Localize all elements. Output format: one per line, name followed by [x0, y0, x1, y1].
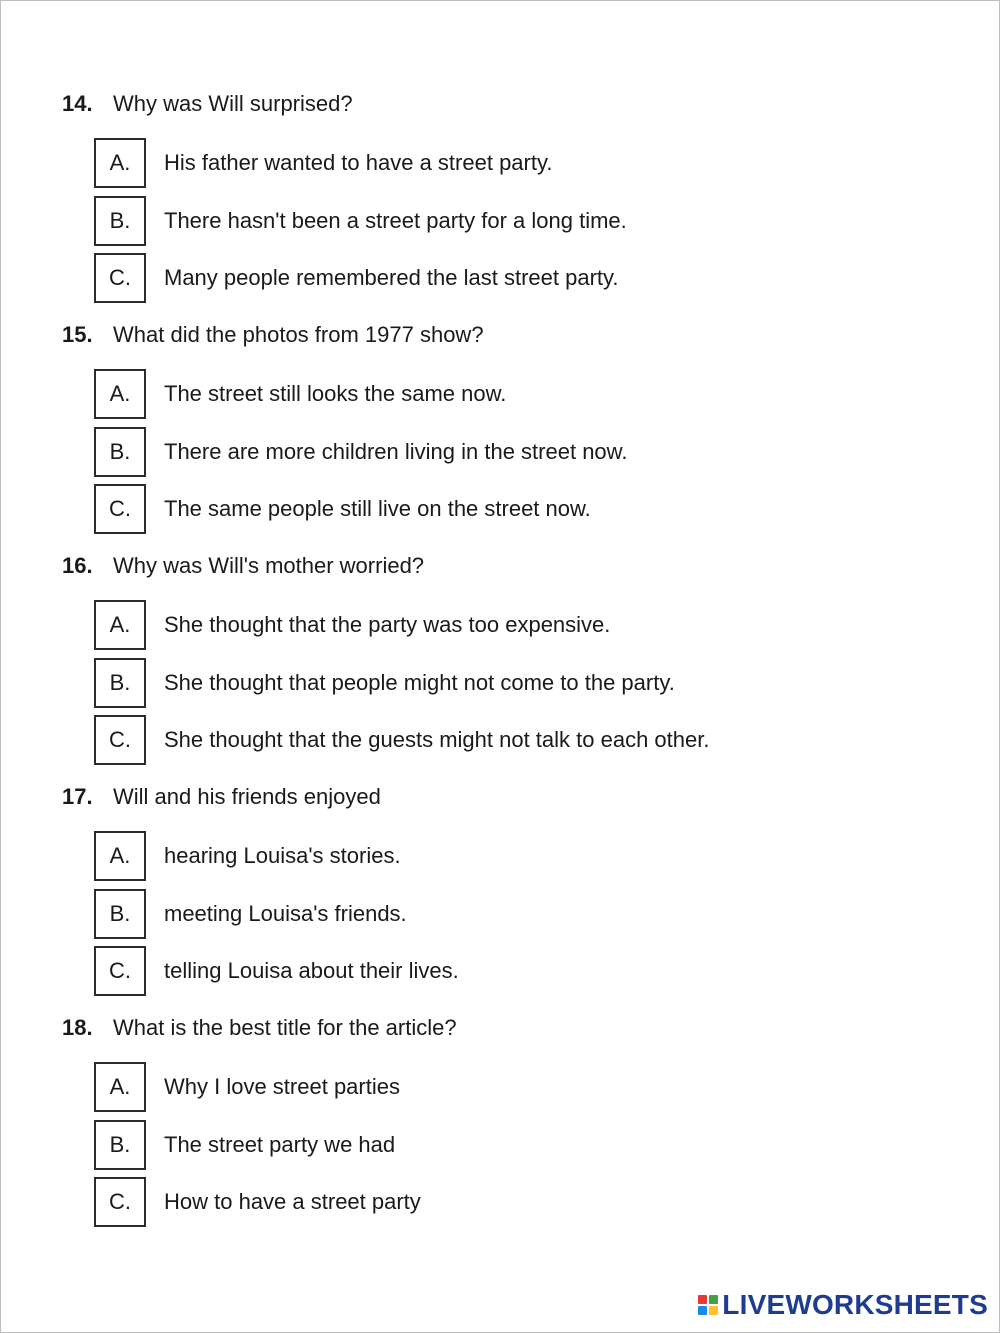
- answer-box[interactable]: [94, 138, 146, 188]
- option-text: Why I love street parties: [164, 1074, 400, 1099]
- answer-box[interactable]: [94, 253, 146, 303]
- option-text: telling Louisa about their lives.: [164, 958, 459, 983]
- question-number: 17.: [62, 784, 93, 809]
- option-letter: C.: [109, 265, 131, 290]
- question-18: [62, 1013, 457, 1043]
- option-text: How to have a street party: [164, 1189, 421, 1214]
- question-14-option-b[interactable]: [94, 196, 954, 245]
- liveworksheets-logo[interactable]: [698, 1287, 988, 1323]
- option-letter: B.: [109, 439, 131, 464]
- question-number: 14.: [62, 91, 93, 116]
- option-letter: A.: [109, 150, 131, 175]
- answer-box[interactable]: [94, 427, 146, 477]
- answer-box[interactable]: [94, 889, 146, 939]
- question-16-option-c[interactable]: [94, 715, 954, 764]
- option-text: Many people remembered the last street party.: [164, 265, 619, 290]
- question-text: Will and his friends enjoyed: [113, 784, 381, 809]
- question-number: 18.: [62, 1015, 93, 1040]
- logo-square-yellow: [709, 1306, 718, 1315]
- option-letter: C.: [109, 1189, 131, 1214]
- question-18-option-b[interactable]: [94, 1120, 954, 1169]
- question-number: 16.: [62, 553, 93, 578]
- question-text: Why was Will surprised?: [113, 91, 353, 116]
- option-text: The street party we had: [164, 1132, 396, 1157]
- option-letter: C.: [109, 958, 131, 983]
- answer-box[interactable]: [94, 369, 146, 419]
- option-letter: B.: [109, 670, 131, 695]
- logo-square-green: [709, 1295, 718, 1304]
- answer-box[interactable]: [94, 196, 146, 246]
- question-17-option-a[interactable]: [94, 831, 954, 880]
- question-15-option-a[interactable]: [94, 369, 954, 418]
- answer-box[interactable]: [94, 946, 146, 996]
- liveworksheets-logo-icon: [698, 1295, 718, 1315]
- answer-box[interactable]: [94, 1120, 146, 1170]
- option-text: The same people still live on the street now.: [164, 496, 591, 521]
- question-16: [62, 551, 424, 581]
- answer-box[interactable]: [94, 1177, 146, 1227]
- option-text: She thought that people might not come to the party.: [164, 670, 675, 695]
- question-15: [62, 320, 484, 350]
- answer-box[interactable]: [94, 484, 146, 534]
- logo-square-red: [698, 1295, 707, 1304]
- question-18-option-a[interactable]: [94, 1062, 954, 1111]
- option-text: There hasn't been a street party for a long time.: [164, 208, 627, 233]
- question-number: 15.: [62, 322, 93, 347]
- option-letter: B.: [109, 901, 131, 926]
- option-text: His father wanted to have a street party.: [164, 150, 553, 175]
- option-text: meeting Louisa's friends.: [164, 901, 407, 926]
- brand-name: LIVEWORKSHEETS: [722, 1289, 988, 1320]
- option-letter: A.: [109, 381, 131, 406]
- answer-box[interactable]: [94, 600, 146, 650]
- logo-square-blue: [698, 1306, 707, 1315]
- question-15-option-c[interactable]: [94, 484, 954, 533]
- question-16-option-b[interactable]: [94, 658, 954, 707]
- answer-box[interactable]: [94, 831, 146, 881]
- option-text: The street still looks the same now.: [164, 381, 507, 406]
- question-17-option-c[interactable]: [94, 946, 954, 995]
- option-letter: A.: [109, 843, 131, 868]
- question-14-option-c[interactable]: [94, 253, 954, 302]
- option-letter: C.: [109, 496, 131, 521]
- question-16-option-a[interactable]: [94, 600, 954, 649]
- answer-box[interactable]: [94, 658, 146, 708]
- option-letter: B.: [109, 208, 131, 233]
- question-text: Why was Will's mother worried?: [113, 553, 425, 578]
- question-17: [62, 782, 381, 812]
- option-letter: B.: [109, 1132, 131, 1157]
- question-15-option-b[interactable]: [94, 427, 954, 476]
- question-14: [62, 89, 353, 119]
- answer-box[interactable]: [94, 715, 146, 765]
- option-text: She thought that the guests might not talk to each other.: [164, 727, 710, 752]
- option-letter: A.: [109, 612, 131, 637]
- option-letter: C.: [109, 727, 131, 752]
- option-text: There are more children living in the street now.: [164, 439, 628, 464]
- question-text: What is the best title for the article?: [113, 1015, 457, 1040]
- question-17-option-b[interactable]: [94, 889, 954, 938]
- option-text: hearing Louisa's stories.: [164, 843, 401, 868]
- option-text: She thought that the party was too expensive.: [164, 612, 611, 637]
- question-14-option-a[interactable]: [94, 138, 954, 187]
- answer-box[interactable]: [94, 1062, 146, 1112]
- question-text: What did the photos from 1977 show?: [113, 322, 484, 347]
- option-letter: A.: [109, 1074, 131, 1099]
- question-18-option-c[interactable]: [94, 1177, 954, 1226]
